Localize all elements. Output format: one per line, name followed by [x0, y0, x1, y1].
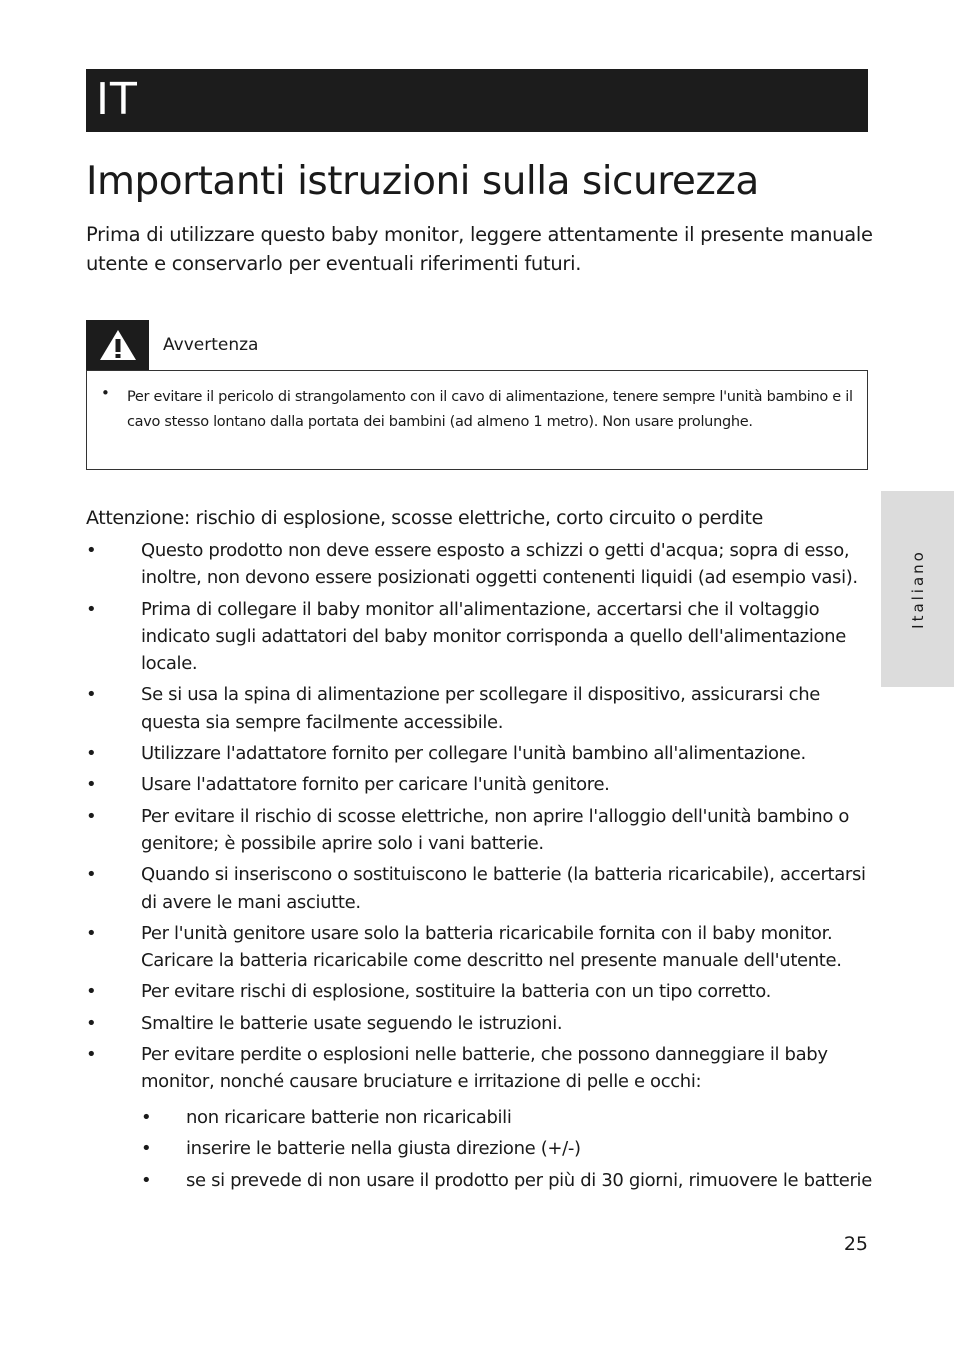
- list-item-text: Per evitare perdite o esplosioni nelle batterie, che possono danneggiare il baby monitor, nonché causare bruciature e irritazione di pelle e occhi:: [141, 1044, 828, 1093]
- list-item: [86, 920, 876, 975]
- bullet: •: [86, 1012, 97, 1034]
- warning-label: Avvertenza: [163, 335, 259, 355]
- list-item: [86, 1041, 876, 1096]
- list-item-text: Per l'unità genitore usare solo la batteria ricaricabile fornita con il baby monitor. Caricare la batteria ricaricabile come descritto nel presente manuale dell'utente.: [141, 922, 842, 972]
- warning-header: [86, 320, 386, 370]
- list-item: [86, 740, 876, 767]
- bullet: •: [141, 1169, 152, 1191]
- list-item-text: Per evitare il rischio di scosse elettriche, non aprire l'alloggio dell'unità bambino o genitore; è possibile aprire solo i vani batterie.: [141, 805, 850, 854]
- list-item: [86, 861, 876, 916]
- sub-list-item: [141, 1135, 881, 1162]
- side-tab-label: Italiano: [908, 549, 927, 629]
- list-item-text: Utilizzare l'adattatore fornito per collegare l'unità bambino all'alimentazione.: [141, 743, 806, 765]
- bullet: •: [86, 684, 97, 706]
- warning-triangle-icon: [86, 320, 149, 370]
- bullet: •: [86, 981, 97, 1003]
- list-item-text: Quando si inseriscono o sostituiscono le batterie (la batteria ricaricabile), accertarsi di avere le mani asciutte.: [141, 864, 866, 913]
- bullet: •: [86, 598, 97, 620]
- sub-list-item-text: non ricaricare batterie non ricaricabili: [186, 1107, 512, 1128]
- sub-list-item-text: inserire le batterie nella giusta direzione (+/-): [186, 1138, 581, 1160]
- list-item: [86, 771, 876, 798]
- intro-paragraph: Prima di utilizzare questo baby monitor, leggere attentamente il presente manuale utente e conservarlo per eventuali riferimenti futuri.: [86, 223, 873, 275]
- caution-list: [86, 537, 876, 1100]
- list-item-text: Usare l'adattatore fornito per caricare l'unità genitore.: [141, 774, 610, 796]
- bullet: •: [86, 922, 97, 944]
- list-item-text: Questo prodotto non deve essere esposto a schizzi o getti d'acqua; sopra di esso, inoltre, non devono essere posizionati oggetti contenenti liquidi (ad esempio vasi).: [141, 540, 858, 589]
- list-item: [86, 681, 876, 736]
- list-item-text: Smaltire le batterie usate seguendo le istruzioni.: [141, 1012, 563, 1034]
- bullet: •: [86, 774, 97, 796]
- bullet: •: [86, 805, 97, 827]
- caution-sub-list: [141, 1104, 881, 1198]
- bullet: •: [86, 540, 97, 561]
- list-item: [86, 1010, 876, 1037]
- list-item: [86, 537, 876, 592]
- caution-heading: Attenzione: rischio di esplosione, scosse elettriche, corto circuito o perdite: [86, 507, 763, 529]
- sub-list-item-text: se si prevede di non usare il prodotto per più di 30 giorni, rimuovere le batterie: [186, 1169, 872, 1191]
- bullet: •: [141, 1138, 152, 1160]
- list-item: [86, 978, 876, 1005]
- page-title: Importanti istruzioni sulla sicurezza: [86, 159, 759, 204]
- list-item-text: Se si usa la spina di alimentazione per scollegare il dispositivo, assicurarsi che questa sia sempre facilmente accessibile.: [141, 684, 820, 733]
- warning-box: [86, 370, 868, 470]
- language-code: IT: [96, 74, 138, 125]
- language-side-tab: [881, 491, 954, 687]
- bullet: •: [86, 743, 97, 765]
- list-item-text: Prima di collegare il baby monitor all'alimentazione, accertarsi che il voltaggio indicato sugli adattatori del baby monitor corrisponda a quello dell'alimentazione locale.: [141, 598, 846, 675]
- language-header-bar: [86, 69, 868, 132]
- page-number: 25: [843, 1233, 868, 1255]
- bullet: •: [86, 864, 97, 886]
- bullet: •: [101, 384, 110, 402]
- bullet: •: [86, 1044, 97, 1066]
- list-item: [86, 803, 876, 858]
- sub-list-item: [141, 1104, 881, 1131]
- list-item: [86, 596, 876, 678]
- sub-list-item: [141, 1167, 881, 1194]
- warning-text: Per evitare il pericolo di strangolamento con il cavo di alimentazione, tenere sempre l'unità bambino e il cavo stesso lontano dalla portata dei bambini (ad almeno 1 metro). Non usare prolunghe.: [127, 389, 853, 430]
- bullet: •: [141, 1107, 152, 1128]
- list-item-text: Per evitare rischi di esplosione, sostituire la batteria con un tipo corretto.: [141, 981, 771, 1003]
